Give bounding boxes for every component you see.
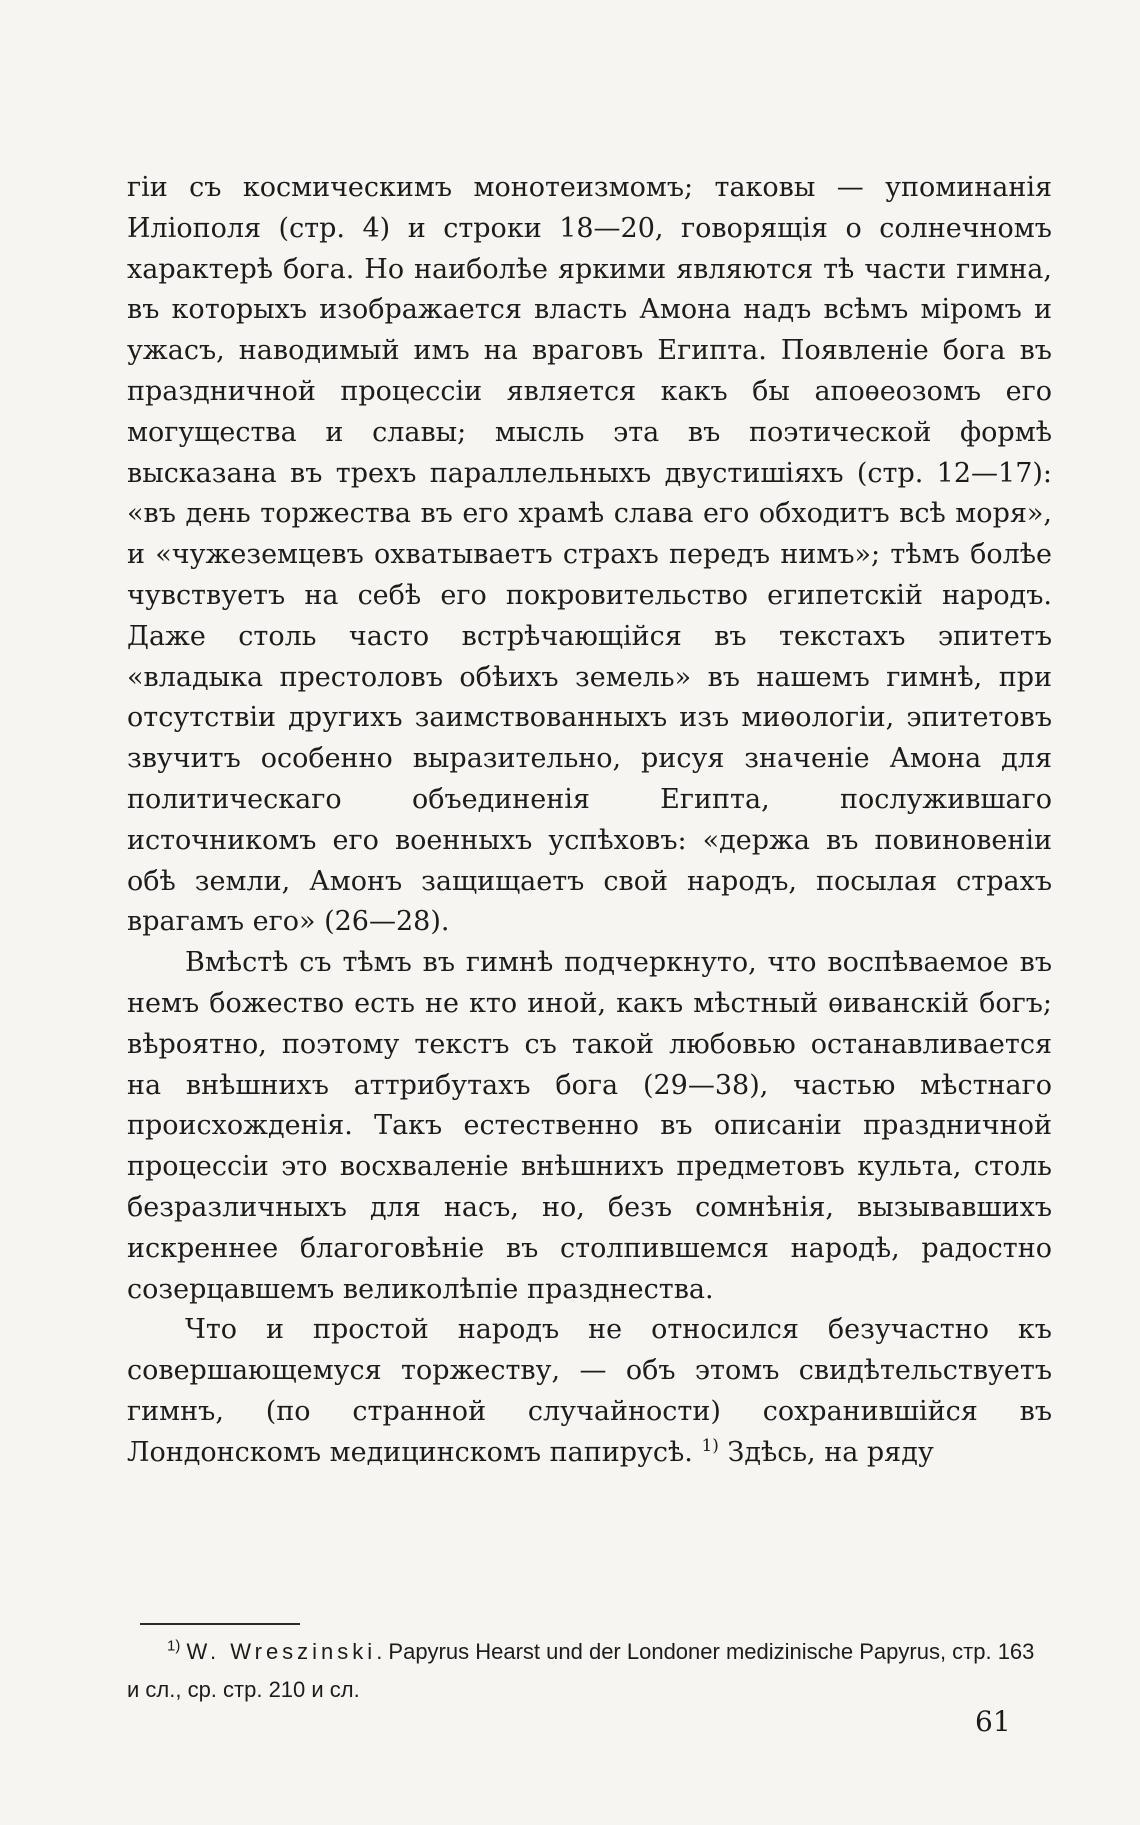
body-text (127, 168, 1052, 1474)
footnote-author: W. Wreszinski (186, 1639, 377, 1664)
paragraph-3-text-end: Здѣсь, на ряду (718, 1436, 934, 1468)
footnote-reference: 1) (701, 1435, 719, 1456)
paragraph-3-text: Что и простой народъ не относился безучастно къ совершающемуся торжеству, — объ этомъ свидѣтельствуетъ гимнъ, (по странной случайности) сохранившійся въ Лондонскомъ медицинскомъ папирусѣ. (127, 1314, 1052, 1468)
page-number: 61 (975, 1705, 1011, 1738)
footnote-text: . Papyrus Hearst und der Londoner medizinische Papyrus, стр. 163 и сл., ср. стр. 210 и сл. (127, 1639, 1035, 1702)
footnote-divider (140, 1623, 300, 1625)
footnote (127, 1633, 1052, 1709)
footnote-marker: 1) (167, 1637, 181, 1655)
paragraph-3 (127, 1310, 1052, 1473)
paragraph-1: гіи съ космическимъ монотеизмомъ; таковы — упоминанія Иліополя (стр. 4) и строки 18—20, говорящія о солнечномъ характерѣ бога. Но наиболѣе яркими являются тѣ части гимна, въ которыхъ изображается власть Амона надъ всѣмъ міромъ и ужасъ, наводимый имъ на враговъ Египта. Появленіе бога въ праздничной процессіи является какъ бы апоѳеозомъ его могущества и славы; мысль эта въ поэтической формѣ высказана въ трехъ параллельныхъ двустишіяхъ (стр. 12—17): «въ день торжества въ его храмѣ слава его обходитъ всѣ моря», и «чужеземцевъ охватываетъ страхъ передъ нимъ»; тѣмъ болѣе чувствуетъ на себѣ его покровительство египетскій народъ. Даже столь часто встрѣчающійся въ текстахъ эпитетъ «владыка престоловъ обѣихъ земель» въ нашемъ гимнѣ, при отсутствіи другихъ заимствованныхъ изъ миѳологіи, эпитетовъ звучитъ особенно выразительно, рисуя значеніе Амона для политическаго объединенія Египта, послужившаго источникомъ его военныхъ успѣховъ: «держа въ повиновеніи обѣ земли, Амонъ защищаетъ свой народъ, посылая страхъ врагамъ его» (26—28). (127, 172, 1052, 938)
paragraph-2: Вмѣстѣ съ тѣмъ въ гимнѣ подчеркнуто, что воспѣваемое въ немъ божество есть не кто иной, какъ мѣстный ѳиванскій богъ; вѣроятно, поэтому текстъ съ такой любовью останавливается на внѣшнихъ аттрибутахъ бога (29—38), частью мѣстнаго происхожденія. Такъ естественно въ описаніи праздничной процессіи это восхваленіе внѣшнихъ предметовъ культа, столь безразличныхъ для насъ, но, безъ сомнѣнія, вызывавшихъ искреннее благоговѣніе въ столпившемся народѣ, радостно созерцавшемъ великолѣпіе празднества. (127, 947, 1052, 1305)
